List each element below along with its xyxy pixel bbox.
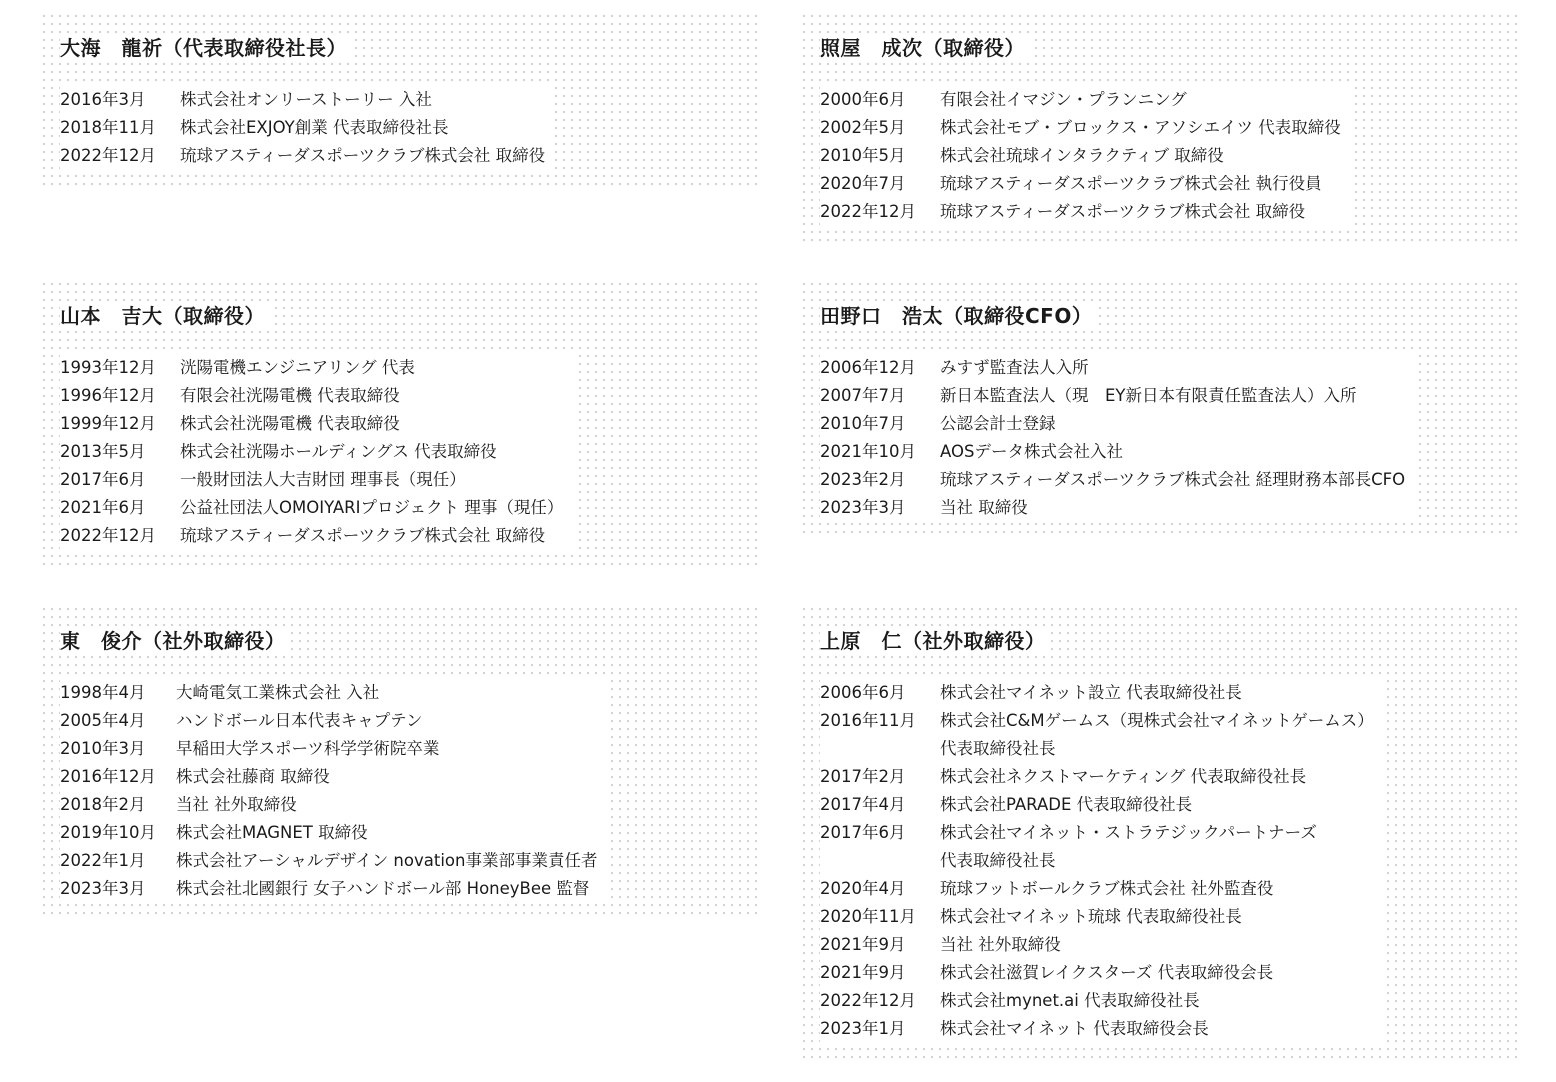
career-row	[820, 679, 1374, 707]
director-card	[800, 605, 1522, 1060]
career-row	[820, 114, 1341, 142]
career-desc: 株式会社北國銀行 女子ハンドボール部 HoneyBee 監督	[176, 879, 590, 898]
career-desc: AOSデータ株式会社入社	[940, 442, 1123, 461]
career-row	[820, 847, 1374, 875]
career-desc: 公認会計士登録	[940, 414, 1056, 433]
career-desc: 有限会社イマジン・プランニング	[940, 90, 1187, 109]
career-date: 2018年2月	[60, 795, 146, 814]
career-row	[60, 791, 597, 819]
career-row	[60, 707, 597, 735]
career-desc: 株式会社滋賀レイクスターズ 代表取締役会長	[940, 963, 1274, 982]
career-date: 2021年9月	[820, 963, 906, 982]
career-row	[60, 142, 545, 170]
career-row	[60, 763, 597, 791]
career-desc: みすず監査法人入所	[940, 358, 1089, 377]
career-row	[60, 86, 545, 114]
career-date: 2002年5月	[820, 118, 906, 137]
career-desc: 代表取締役社長	[940, 851, 1056, 870]
career-date: 2016年3月	[60, 90, 146, 109]
career-row	[820, 735, 1374, 763]
career-list	[60, 679, 607, 903]
career-date: 1999年12月	[60, 414, 156, 433]
career-desc: 当社 社外取締役	[940, 935, 1061, 954]
career-desc: 早稲田大学スポーツ科学学術院卒業	[176, 739, 440, 758]
career-row	[820, 142, 1341, 170]
career-row	[60, 819, 597, 847]
director-name: 照屋 成次（取締役）	[820, 34, 1029, 62]
career-row	[820, 931, 1374, 959]
career-date	[820, 847, 940, 875]
career-row	[820, 170, 1341, 198]
career-row	[820, 410, 1405, 438]
career-date: 2007年7月	[820, 386, 906, 405]
career-desc: 株式会社モブ・ブロックス・アソシエイツ 代表取締役	[940, 118, 1341, 137]
career-desc: 株式会社洸陽電機 代表取締役	[180, 414, 400, 433]
career-desc: 株式会社藤商 取締役	[176, 767, 330, 786]
career-row	[820, 763, 1374, 791]
career-desc: 有限会社洸陽電機 代表取締役	[180, 386, 400, 405]
career-date: 1993年12月	[60, 358, 156, 377]
career-row	[820, 819, 1374, 847]
career-date: 2022年12月	[820, 991, 916, 1010]
career-date: 2016年12月	[60, 767, 156, 786]
career-date: 2019年10月	[60, 823, 156, 842]
career-row	[820, 1015, 1374, 1043]
career-desc: 株式会社C&Mゲームス（現株式会社マイネットゲームス）	[940, 711, 1374, 730]
career-date: 2021年6月	[60, 498, 146, 517]
career-date: 2017年6月	[820, 823, 906, 842]
career-date: 2023年3月	[820, 498, 906, 517]
career-desc: 株式会社マイネット・ストラテジックパートナーズ	[940, 823, 1317, 842]
career-date: 1998年4月	[60, 683, 146, 702]
career-date: 2005年4月	[60, 711, 146, 730]
career-list	[820, 679, 1384, 1043]
director-name: 上原 仁（社外取締役）	[820, 627, 1050, 655]
career-date: 2020年11月	[820, 907, 916, 926]
career-desc: 株式会社PARADE 代表取締役社長	[940, 795, 1193, 814]
director-card	[40, 605, 762, 918]
career-row	[60, 679, 597, 707]
career-desc: 株式会社ネクストマーケティング 代表取締役社長	[940, 767, 1307, 786]
career-row	[60, 382, 563, 410]
career-row	[820, 987, 1374, 1015]
career-row	[60, 735, 597, 763]
career-date: 2021年10月	[820, 442, 916, 461]
career-date: 2016年11月	[820, 711, 916, 730]
career-desc: 株式会社mynet.ai 代表取締役社長	[940, 991, 1200, 1010]
career-desc: 公益社団法人OMOIYARIプロジェクト 理事（現任）	[180, 498, 564, 517]
career-desc: 琉球アスティーダスポーツクラブ株式会社 取締役	[180, 146, 546, 165]
career-date: 2022年12月	[60, 146, 156, 165]
career-row	[60, 847, 597, 875]
career-date: 2022年12月	[60, 526, 156, 545]
career-date: 2010年7月	[820, 414, 906, 433]
director-name: 東 俊介（社外取締役）	[60, 627, 290, 655]
career-list	[60, 354, 573, 550]
career-date: 2013年5月	[60, 442, 146, 461]
career-date	[820, 735, 940, 763]
career-row	[820, 466, 1405, 494]
career-date: 2023年1月	[820, 1019, 906, 1038]
career-row	[820, 791, 1374, 819]
career-row	[820, 707, 1374, 735]
career-desc: 株式会社オンリーストーリー 入社	[180, 90, 432, 109]
career-date: 1996年12月	[60, 386, 156, 405]
career-desc: 株式会社マイネット 代表取締役会長	[940, 1019, 1209, 1038]
career-date: 2006年6月	[820, 683, 906, 702]
career-desc: 琉球フットボールクラブ株式会社 社外監査役	[940, 879, 1274, 898]
career-date: 2018年11月	[60, 118, 156, 137]
career-row	[820, 438, 1405, 466]
career-desc: 当社 取締役	[940, 498, 1028, 517]
career-desc: 株式会社マイネット琉球 代表取締役社長	[940, 907, 1242, 926]
director-card	[800, 280, 1522, 539]
career-desc: 株式会社洸陽ホールディングス 代表取締役	[180, 442, 497, 461]
career-desc: 代表取締役社長	[940, 739, 1056, 758]
career-row	[820, 959, 1374, 987]
career-row	[60, 410, 563, 438]
career-row	[820, 875, 1374, 903]
career-list	[820, 354, 1415, 522]
director-name: 山本 吉大（取締役）	[60, 302, 269, 330]
director-card	[40, 12, 762, 187]
career-date: 2023年2月	[820, 470, 906, 489]
career-desc: 琉球アスティーダスポーツクラブ株式会社 執行役員	[940, 174, 1322, 193]
career-desc: 琉球アスティーダスポーツクラブ株式会社 経理財務本部長CFO	[940, 470, 1406, 489]
career-row	[820, 198, 1341, 226]
career-date: 2010年3月	[60, 739, 146, 758]
career-date: 2017年4月	[820, 795, 906, 814]
career-date: 2023年3月	[60, 879, 146, 898]
career-row	[60, 114, 545, 142]
director-name: 大海 龍祈（代表取締役社長）	[60, 34, 351, 62]
career-row	[820, 86, 1341, 114]
career-row	[820, 382, 1405, 410]
career-row	[60, 494, 563, 522]
career-date: 2022年1月	[60, 851, 146, 870]
career-row	[820, 354, 1405, 382]
career-list	[60, 86, 555, 170]
career-row	[60, 466, 563, 494]
career-row	[60, 522, 563, 550]
career-row	[60, 438, 563, 466]
career-desc: 株式会社EXJOY創業 代表取締役社長	[180, 118, 449, 137]
career-desc: 当社 社外取締役	[176, 795, 297, 814]
career-desc: 琉球アスティーダスポーツクラブ株式会社 取締役	[180, 526, 546, 545]
career-row	[820, 903, 1374, 931]
career-desc: 株式会社琉球インタラクティブ 取締役	[940, 146, 1224, 165]
career-date: 2017年2月	[820, 767, 906, 786]
career-desc: 株式会社マイネット設立 代表取締役社長	[940, 683, 1242, 702]
career-desc: 大崎電気工業株式会社 入社	[176, 683, 380, 702]
career-date: 2020年4月	[820, 879, 906, 898]
career-date: 2006年12月	[820, 358, 916, 377]
career-row	[60, 354, 563, 382]
career-row	[820, 494, 1405, 522]
career-desc: 洸陽電機エンジニアリング 代表	[180, 358, 415, 377]
director-card	[40, 280, 762, 567]
career-date: 2010年5月	[820, 146, 906, 165]
career-desc: 一般財団法人大吉財団 理事長（現任）	[180, 470, 466, 489]
career-date: 2017年6月	[60, 470, 146, 489]
career-desc: 新日本監査法人（現 EY新日本有限責任監査法人）入所	[940, 386, 1357, 405]
career-desc: 琉球アスティーダスポーツクラブ株式会社 取締役	[940, 202, 1306, 221]
career-date: 2000年6月	[820, 90, 906, 109]
career-desc: ハンドボール日本代表キャプテン	[176, 711, 423, 730]
director-card	[800, 12, 1522, 243]
career-desc: 株式会社MAGNET 取締役	[176, 823, 368, 842]
career-desc: 株式会社アーシャルデザイン novation事業部事業責任者	[176, 851, 598, 870]
career-date: 2020年7月	[820, 174, 906, 193]
director-name: 田野口 浩太（取締役CFO）	[820, 302, 1096, 330]
career-date: 2021年9月	[820, 935, 906, 954]
career-row	[60, 875, 597, 903]
career-list	[820, 86, 1351, 226]
career-date: 2022年12月	[820, 202, 916, 221]
